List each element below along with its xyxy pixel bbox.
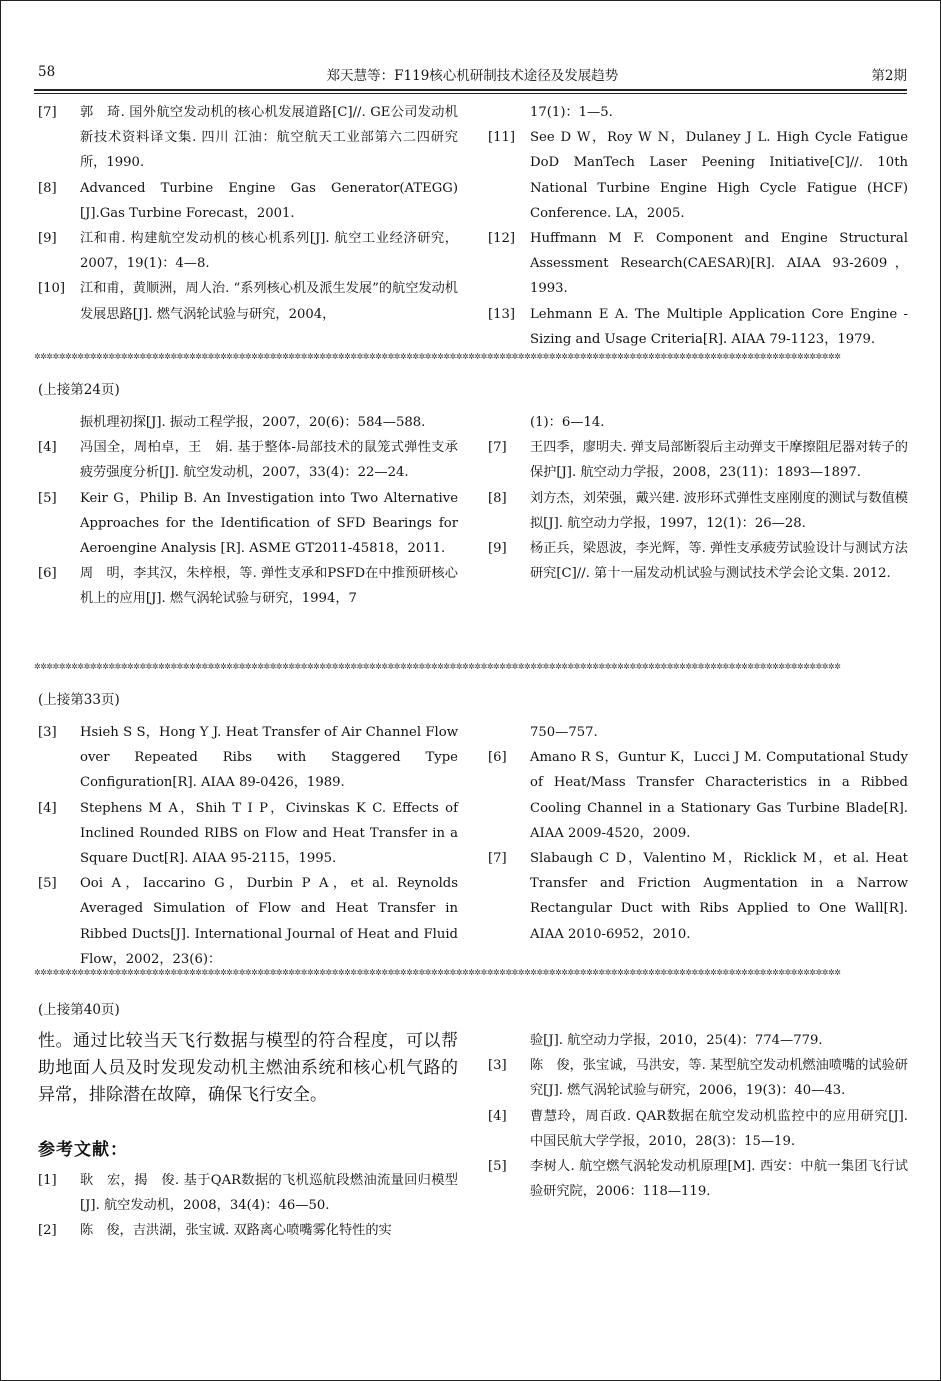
reference-entry: [488, 302, 908, 352]
reference-list: [38, 435, 458, 611]
reference-entry: [38, 176, 458, 226]
reference-text: 陈 俊，张宝诚，马洪安，等. 某型航空发动机燃油喷嘴的试验研究[J]. 燃气涡轮试验与研究，2006，19(3)：40—43.: [530, 1058, 908, 1099]
reference-number: [11]: [488, 130, 516, 146]
reference-entry: [38, 276, 458, 326]
reference-number: [5]: [38, 490, 57, 506]
reference-number: [5]: [488, 1159, 507, 1175]
reference-text: 周 明，李其汉，朱梓根，等. 弹性支承和PSFD在中推预研核心机上的应用[J]. 燃气涡轮试验与研究，1994，7: [80, 566, 458, 607]
continued-from-note: (上接第40页): [38, 1002, 120, 1018]
reference-text: 曹慧玲，周百政. QAR数据在航空发动机监控中的应用研究[J]. 中国民航大学学报，2010，28(3)：15—19.: [530, 1108, 908, 1149]
reference-entry: [38, 561, 458, 611]
reference-text: 王四季，廖明夫. 弹支局部断裂后主动弹支干摩擦阻尼器对转子的保护[J]. 航空动力学报，2008，23(11)：1893—1897.: [530, 440, 908, 481]
reference-number: [4]: [488, 1108, 507, 1124]
reference-number: [13]: [488, 306, 516, 322]
reference-number: [6]: [38, 566, 57, 582]
reference-text: Advanced Turbine Engine Gas Generator(ATEGG)[J].Gas Turbine Forecast，2001.: [80, 180, 458, 221]
continued-from-note: (上接第33页): [38, 692, 120, 708]
reference-entry: [488, 745, 908, 846]
reference-continuation: (1)：6—14.: [530, 415, 605, 430]
reference-text: See D W，Roy W N，Dulaney J L. High Cycle Fatigue DoD ManTech Laser Peening Initiative[C]//. 10th National Turbine Engine High Cycle Fatigue (HCF) Conference. LA，2005.: [530, 130, 908, 221]
reference-entry: [488, 125, 908, 226]
reference-text: 耿 宏，揭 俊. 基于QAR数据的飞机巡航段燃油流量回归模型[J]. 航空发动机，2008，34(4)：46—50.: [80, 1173, 458, 1214]
right-column: [488, 100, 908, 352]
reference-text: Lehmann E A. The Multiple Application Core Engine -Sizing and Usage Criteria[R]. AIAA 79-1123，1979.: [530, 306, 908, 347]
reference-number: [4]: [38, 440, 57, 456]
reference-number: [8]: [488, 490, 507, 506]
header-rule-thin: [34, 93, 907, 94]
reference-entry: [488, 226, 908, 302]
running-header: [38, 64, 907, 84]
reference-entry: [38, 435, 458, 485]
right-column: [488, 1028, 908, 1204]
reference-entry: [38, 1218, 458, 1243]
reference-number: [9]: [38, 231, 57, 247]
reference-entry: [38, 486, 458, 562]
reference-continuation: 振机理初探[J]. 振动工程学报，2007，20(6)：584—588.: [80, 415, 426, 430]
reference-number: [7]: [38, 105, 57, 120]
reference-text: 杨正兵，梁恩波，李光辉，等. 弹性支承疲劳试验设计与测试方法研究[C]//. 第十一届发动机试验与测试技术学会论文集. 2012.: [530, 541, 908, 582]
reference-number: [3]: [38, 725, 57, 740]
reference-text: 郭 琦. 国外航空发动机的核心机发展道路[C]//. GE公司发动机新技术资料译文集. 四川 江油：航空航天工业部第六二四研究所，1990.: [80, 105, 458, 171]
references-section-1: [38, 100, 908, 347]
reference-number: [2]: [38, 1223, 57, 1239]
reference-number: [6]: [488, 750, 507, 766]
reference-number: [8]: [38, 180, 57, 196]
references-section-3: [38, 720, 908, 967]
right-column: [488, 410, 908, 586]
reference-text: Huffmann M F. Component and Engine Structural Assessment Research(CAESAR)[R]. AIAA 93-2609，1993.: [530, 231, 908, 297]
reference-text: 冯国全，周柏卓，王 娟. 基于整体-局部技术的鼠笼式弹性支承疲劳强度分析[J]. 航空发动机，2007，33(4)：22—24.: [80, 440, 458, 481]
reference-list: [488, 1053, 908, 1204]
reference-number: [3]: [488, 1058, 507, 1074]
right-column: [488, 720, 908, 947]
running-title: 郑天慧等：F119核心机研制技术途径及发展趋势: [326, 68, 619, 84]
header-rule: [34, 89, 907, 91]
left-column: [38, 1028, 458, 1244]
reference-entry: [38, 100, 458, 176]
section-divider: ✲✲✲✲✲✲✲✲✲✲✲✲✲✲✲✲✲✲✲✲✲✲✲✲✲✲✲✲✲✲✲✲✲✲✲✲✲✲✲✲✲✲✲✲✲✲✲✲✲✲✲✲✲✲✲✲✲✲✲✲✲✲✲✲✲✲✲✲✲✲✲✲✲✲✲✲✲✲✲✲✲✲✲✲✲✲✲✲✲✲✲✲✲✲✲✲✲✲✲✲✲✲✲✲✲✲✲✲✲✲✲✲✲✲✲✲✲✲✲✲✲✲✲✲✲✲✲✲✲✲: [34, 968, 841, 977]
reference-list: [488, 745, 908, 947]
left-column: [38, 410, 458, 612]
article-ending-section: [38, 1028, 908, 1278]
page-number: 58: [38, 64, 56, 80]
reference-text: Ooi A，Iaccarino G，Durbin P A，et al. Reynolds Averaged Simulation of Flow and Heat Transfer in Ribbed Ducts[J]. International Journal of Heat and Fluid Flow，2002，23(6)：: [80, 876, 458, 967]
reference-text: Slabaugh C D，Valentino M，Ricklick M，et al. Heat Transfer and Friction Augmentation in a Narrow Rectangular Duct with Ribs Applied to One Wall[R]. AIAA 2010-6952，2010.: [530, 851, 908, 942]
reference-entry: [488, 1053, 908, 1103]
reference-number: [4]: [38, 800, 57, 816]
reference-list: [488, 125, 908, 352]
reference-text: Keir G，Philip B. An Investigation into Two Alternative Approaches for the Identification of SFD Bearings for Aeroengine Analysis [R]. ASME GT2011-45818，2011.: [80, 490, 458, 557]
reference-entry: [488, 1104, 908, 1154]
reference-entry: [488, 1154, 908, 1204]
reference-continuation: 验[J]. 航空动力学报，2010，25(4)：774—779.: [530, 1033, 823, 1048]
reference-number: [1]: [38, 1173, 57, 1188]
reference-entry: [38, 720, 458, 796]
continued-from-note: (上接第24页): [38, 382, 120, 398]
reference-continuation: 17(1)：1—5.: [530, 105, 613, 120]
reference-number: [12]: [488, 231, 516, 247]
reference-continuation: 750—757.: [530, 725, 598, 740]
reference-entry: [38, 871, 458, 972]
reference-number: [7]: [488, 851, 507, 867]
reference-entry: [38, 796, 458, 872]
reference-text: 陈 俊，吉洪湖，张宝诚. 双路离心喷嘴雾化特性的实: [80, 1223, 392, 1239]
reference-list: [488, 435, 908, 586]
section-divider: ✲✲✲✲✲✲✲✲✲✲✲✲✲✲✲✲✲✲✲✲✲✲✲✲✲✲✲✲✲✲✲✲✲✲✲✲✲✲✲✲✲✲✲✲✲✲✲✲✲✲✲✲✲✲✲✲✲✲✲✲✲✲✲✲✲✲✲✲✲✲✲✲✲✲✲✲✲✲✲✲✲✲✲✲✲✲✲✲✲✲✲✲✲✲✲✲✲✲✲✲✲✲✲✲✲✲✲✲✲✲✲✲✲✲✲✲✲✲✲✲✲✲✲✲✲✲✲✲✲✲: [34, 662, 841, 671]
reference-entry: [38, 226, 458, 276]
reference-entry: [38, 1168, 458, 1218]
reference-text: Hsieh S S，Hong Y J. Heat Transfer of Air Channel Flow over Repeated Ribs with Staggered Type Configuration[R]. AIAA 89-0426，1989.: [80, 725, 458, 791]
body-paragraph: 性。通过比较当天飞行数据与模型的符合程度，可以帮助地面人员及时发现发动机主燃油系统和核心机气路的异常，排除潜在故障，确保飞行安全。: [38, 1031, 458, 1105]
issue-number: 第2期: [871, 68, 907, 84]
reference-text: 江和甫，黄顺洲，周人治. “系列核心机及派生发展”的航空发动机发展思路[J]. 燃气涡轮试验与研究，2004，: [80, 281, 458, 322]
reference-text: Amano R S，Guntur K，Lucci J M. Computational Study of Heat/Mass Transfer Characteristics in a Ribbed Cooling Channel in a Stationary Gas Turbine Blade[R]. AIAA 2009-4520，2009.: [530, 750, 908, 841]
references-section-2: [38, 410, 908, 650]
reference-number: [5]: [38, 876, 57, 892]
reference-list: [38, 1168, 458, 1244]
reference-entry: [488, 435, 908, 485]
references-heading: 参考文献：: [38, 1140, 128, 1160]
reference-text: 刘方杰，刘荣强，戴兴建. 波形环式弹性支座刚度的测试与数值模拟[J]. 航空动力学报，1997，12(1)：26—28.: [530, 490, 908, 531]
reference-text: 李树人. 航空燃气涡轮发动机原理[M]. 西安：中航一集团飞行试验研究院，2006：118—119.: [530, 1159, 908, 1200]
reference-text: 江和甫. 构建航空发动机的核心机系列[J]. 航空工业经济研究，2007，19(1)：4—8.: [80, 231, 458, 272]
reference-entry: [488, 486, 908, 536]
reference-entry: [488, 536, 908, 586]
reference-number: [10]: [38, 281, 66, 297]
left-column: [38, 720, 458, 972]
reference-text: Stephens M A，Shih T I P，Civinskas K C. Effects of Inclined Rounded RIBS on Flow and Heat Transfer in a Square Duct[R]. AIAA 95-2115，1995.: [80, 800, 458, 867]
reference-entry: [488, 846, 908, 947]
reference-number: [7]: [488, 440, 507, 456]
left-column: [38, 100, 458, 327]
section-divider: ✲✲✲✲✲✲✲✲✲✲✲✲✲✲✲✲✲✲✲✲✲✲✲✲✲✲✲✲✲✲✲✲✲✲✲✲✲✲✲✲✲✲✲✲✲✲✲✲✲✲✲✲✲✲✲✲✲✲✲✲✲✲✲✲✲✲✲✲✲✲✲✲✲✲✲✲✲✲✲✲✲✲✲✲✲✲✲✲✲✲✲✲✲✲✲✲✲✲✲✲✲✲✲✲✲✲✲✲✲✲✲✲✲✲✲✲✲✲✲✲✲✲✲✲✲✲✲✲✲✲: [34, 352, 841, 361]
reference-number: [9]: [488, 541, 507, 557]
